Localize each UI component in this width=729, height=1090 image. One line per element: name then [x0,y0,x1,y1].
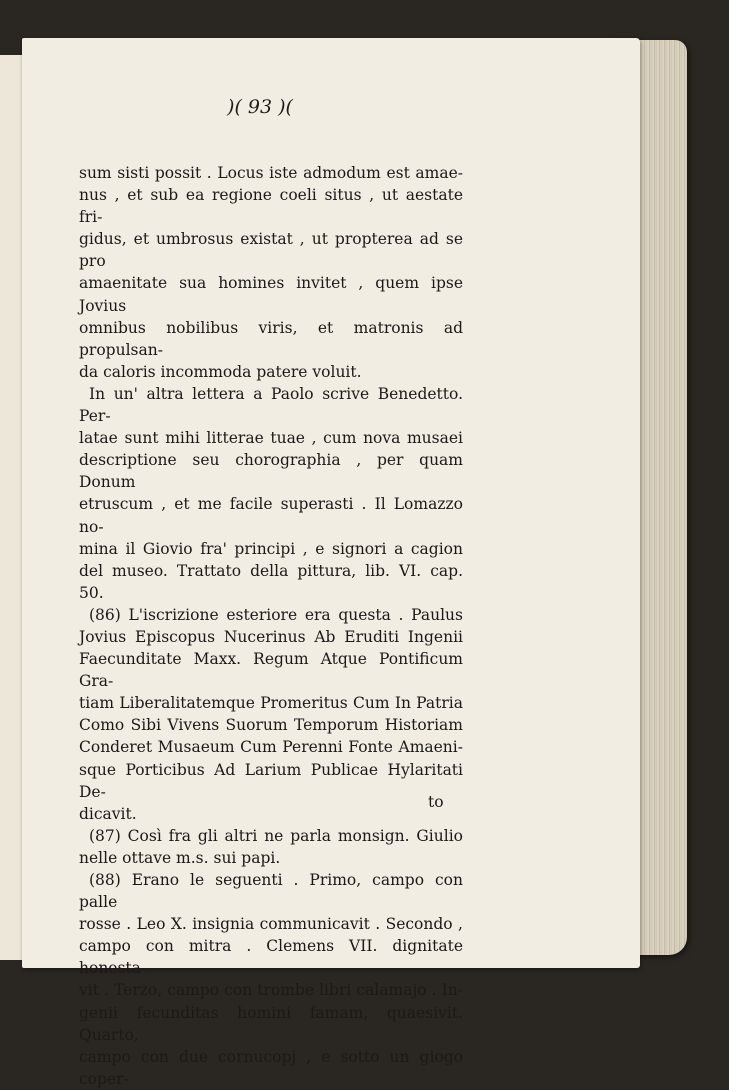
text-line: genii fecunditas homini famam, quaesivit. Quarto, [79,1003,463,1044]
text-line: Como Sibi Vivens Suorum Temporum Historiam [79,716,463,735]
text-line: (88) Erano le seguenti . Primo, campo con palle [79,871,463,912]
text-line: (86) L'iscrizione esteriore era questa . Paulus [89,605,463,624]
text-line: sque Porticibus Ad Larium Publicae Hylaritati De- [79,760,463,801]
text-line: In un' altra lettera a Paolo scrive Benedetto. Per- [79,384,463,426]
text-line: mina il Giovio fra' principi , e signori a cagion [79,539,463,558]
text-line: campo con mitra . Clemens VII. dignitate honesta- [79,937,463,978]
text-line: rosse . Leo X. insignia communicavit . Secondo , [79,915,463,934]
text-line: dicavit. [79,804,137,823]
text-line: Jovius Episcopus Nucerinus Ab Eruditi Ingenii [79,627,463,646]
text-line: Faecunditate Maxx. Regum Atque Pontificum Gra- [79,650,463,691]
text-line: amaenitate sua homines invitet , quem ipse Jovius [79,274,463,315]
text-line: nelle ottave m.s. sui papi. [79,848,281,867]
text-line: etruscum , et me facile superasti . Il Lomazzo no- [79,495,463,536]
page-number-header: )( 93 )( [227,96,293,118]
text-line: sum sisti possit . Locus iste admodum est amae- [79,164,463,182]
text-line: nus , et sub ea regione coeli situs , ut aestate fri- [79,186,463,227]
text-line: Conderet Musaeum Cum Perenni Fonte Amaeni- [79,738,463,757]
text-line: da caloris incommoda patere voluit. [79,362,362,381]
text-line: omnibus nobilibus viris, et matronis ad propulsan- [79,318,463,359]
text-line: (87) Così fra gli altri ne parla monsign. Giulio [89,826,463,845]
text-line: tiam Liberalitatemque Promeritus Cum In Patria [79,694,463,713]
text-line: descriptione seu chorographia , per quam Donum [79,451,463,492]
text-line: campo con due cornucopj , e sotto un giogo coper- [79,1047,463,1088]
body-text [79,162,463,1090]
text-line: gidus, et umbrosus existat , ut propterea ad se pro [79,230,463,271]
text-line: latae sunt mihi litterae tuae , cum nova musaei [79,429,463,448]
catchword: to [428,793,444,811]
text-line: vit . Terzo, campo con trombe libri calamajo . In- [79,981,463,1000]
text-line: del museo. Trattato della pittura, lib. VI. cap. 50. [79,561,463,602]
